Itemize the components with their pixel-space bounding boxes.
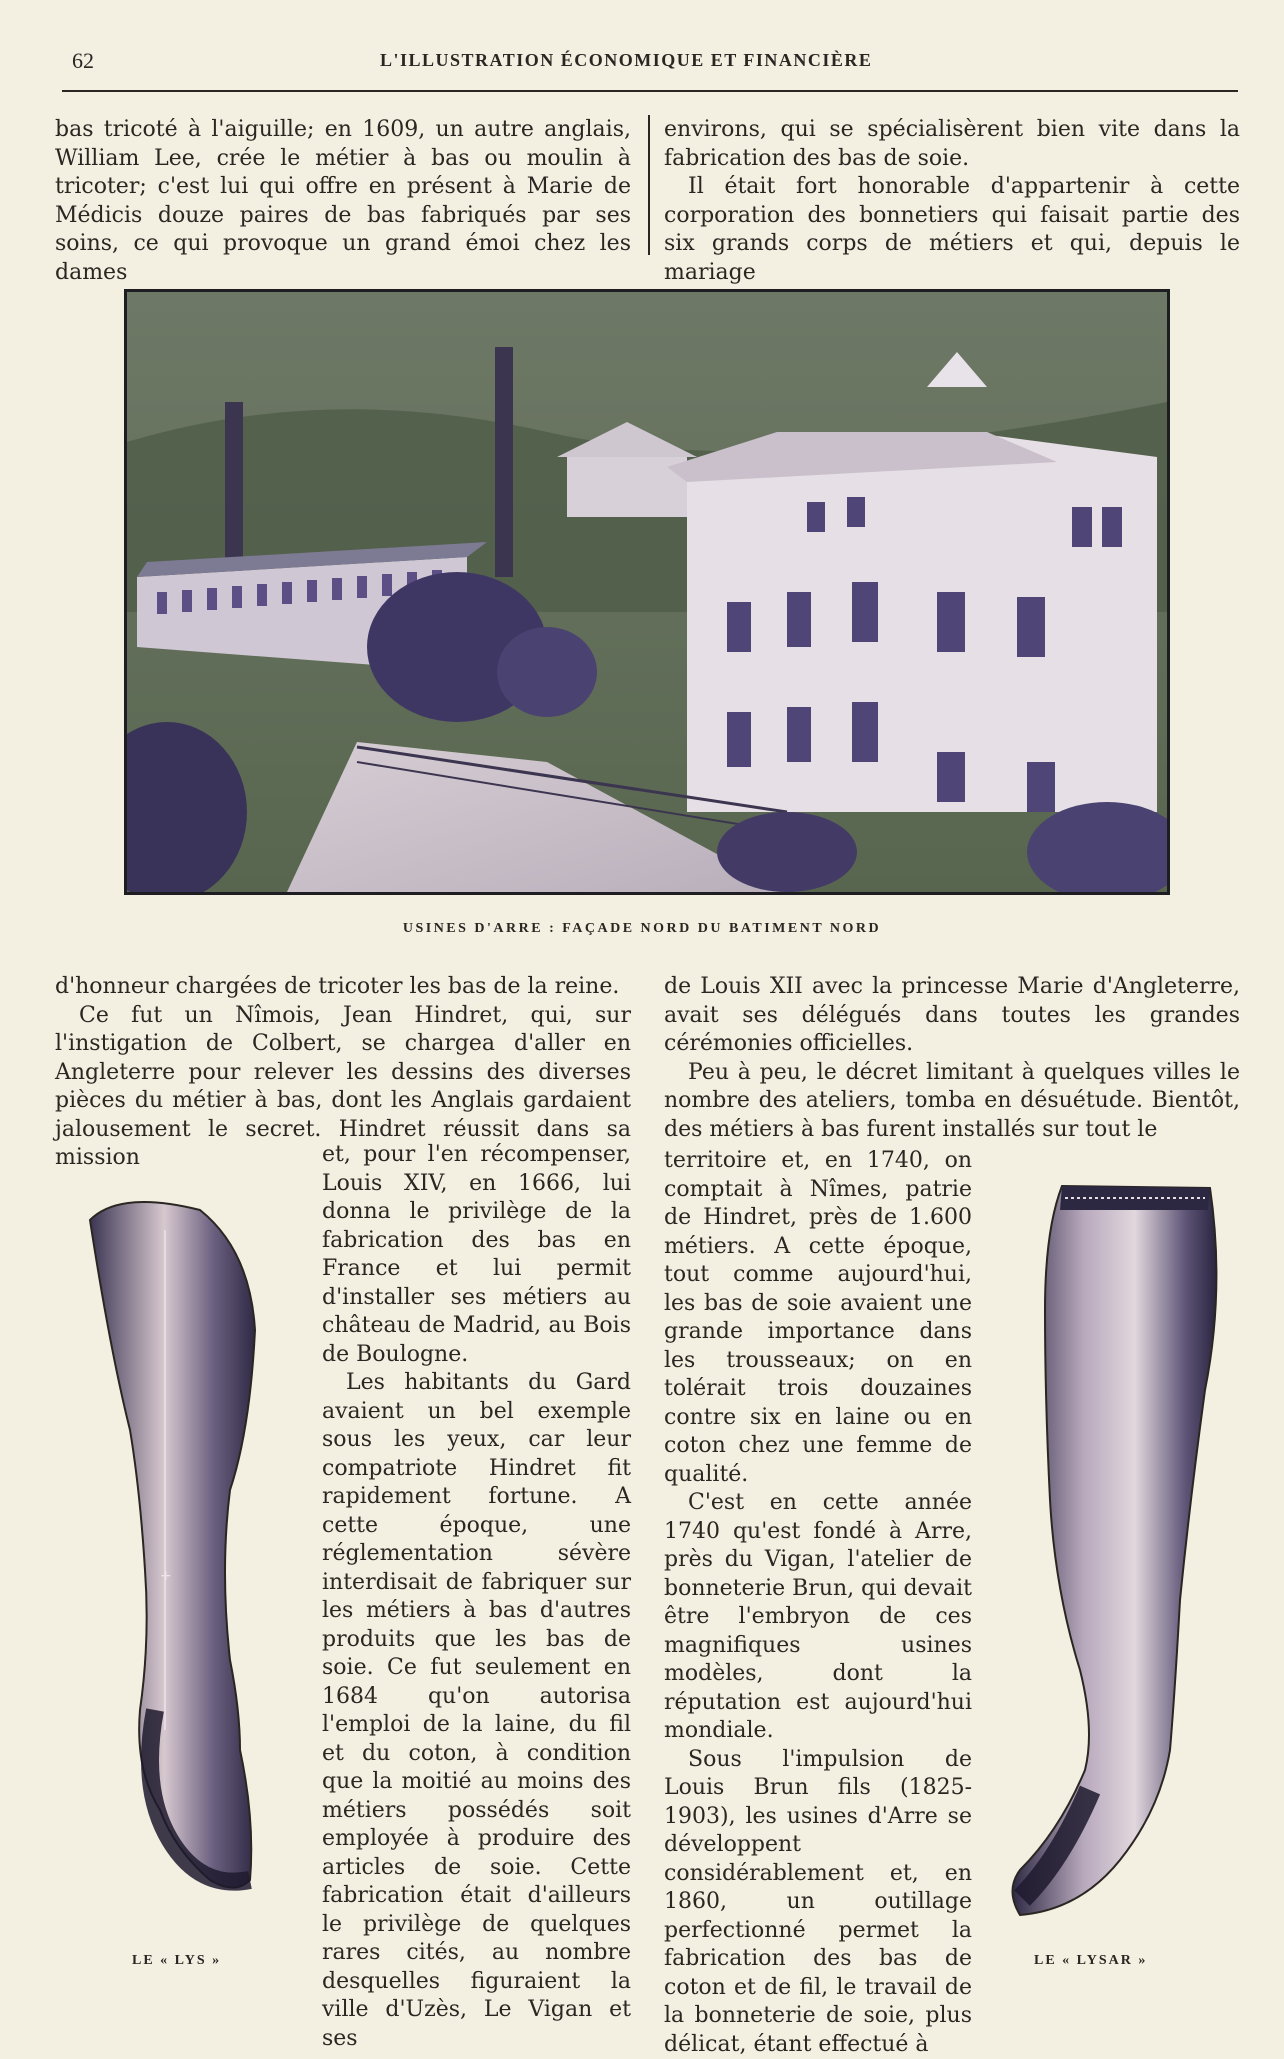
running-title: L'ILLUSTRATION ÉCONOMIQUE ET FINANCIÈRE — [380, 50, 872, 71]
top-left-column — [55, 116, 631, 287]
column-divider — [648, 115, 650, 255]
paragraph: environs, qui se spécialisèrent bien vite dans la fabrication des bas de soie. — [664, 116, 1240, 173]
mid-right-column — [664, 973, 1240, 1144]
svg-text:+: + — [160, 1568, 172, 1584]
photo-caption: USINES D'ARRE : FAÇADE NORD DU BATIMENT NORD — [0, 921, 1284, 937]
paragraph: Peu à peu, le décret limitant à quelques villes le nombre des ateliers, tomba en désuétude. Bientôt, des métiers à bas furent installés sur tout le — [664, 1059, 1240, 1145]
lysar-caption: LE « LYSAR » — [1034, 1953, 1147, 1969]
paragraph: Ce fut un Nîmois, Jean Hindret, qui, sur l'instigation de Colbert, se chargea d'aller en Angleterre pour relever les dessins des diverses pièces du métier à bas, dont les Anglais gardaient jalousement le secret. Hindret réussit dans sa mission — [55, 1002, 631, 1173]
paragraph: d'honneur chargées de tricoter les bas de la reine. — [55, 973, 631, 1002]
center-narrow-column — [322, 1141, 631, 2053]
page-number: 62 — [72, 48, 94, 74]
paragraph: Les habitants du Gard avaient un bel exemple sous les yeux, car leur compatriote Hindret fit rapidement fortune. A cette époque, une réglementation sévère interdisait de fabriquer sur les métiers à bas d'autres produits que les bas de soie. Ce fut seulement en 1684 qu'on autorisa l'emploi de la laine, du fil et du coton, à condition que la moitié au moins des métiers possédés soit employée à produire des articles de soie. Cette fabrication était d'ailleurs le privilège de quelques rares cités, au nombre desquelles figuraient la ville d'Uzès, Le Vigan et ses — [322, 1369, 631, 2053]
paragraph: de Louis XII avec la princesse Marie d'Angleterre, avait ses délégués dans toutes les grandes cérémonies officielles. — [664, 973, 1240, 1059]
top-right-column — [664, 116, 1240, 287]
paragraph: Il était fort honorable d'appartenir à cette corporation des bonnetiers qui faisait partie des six grands corps de métiers et qui, depuis le mariage — [664, 173, 1240, 287]
factory-illustration — [127, 292, 1167, 892]
lys-caption: LE « LYS » — [132, 1953, 221, 1969]
paragraph: territoire et, en 1740, on comptait à Nîmes, patrie de Hindret, près de 1.600 métiers. A cette époque, tout comme aujourd'hui, les bas de soie avaient une grande importance dans les trousseaux; on en tolérait trois douzaines contre six en laine ou en coton chez une femme de qualité. — [664, 1147, 972, 1489]
paragraph: Sous l'impulsion de Louis Brun fils (1825-1903), les usines d'Arre se développent considérablement et, en 1860, un outillage perfectionné permet la fabrication des bas de coton et de fil, le travail de la bonneterie de soie, plus délicat, étant effectué à — [664, 1746, 972, 2059]
paragraph: bas tricoté à l'aiguille; en 1609, un autre anglais, William Lee, crée le métier à bas ou moulin à tricoter; c'est lui qui offre en présent à Marie de Médicis douze paires de bas fabriqués par ses soins, ce qui provoque un grand émoi chez les dames — [55, 116, 631, 287]
lys-stocking-image — [80, 1190, 290, 1910]
factory-photograph — [124, 289, 1170, 895]
lysar-stocking-image — [1000, 1170, 1240, 1930]
header-rule — [62, 90, 1238, 92]
paragraph: C'est en cette année 1740 qu'est fondé à Arre, près du Vigan, l'atelier de bonneterie Brun, qui devait être l'embryon de ces magnifiques usines modèles, dont la réputation est aujourd'hui mondiale. — [664, 1489, 972, 1746]
right-narrow-column — [664, 1147, 972, 2059]
paragraph: et, pour l'en récompenser, Louis XIV, en 1666, lui donna le privilège de la fabrication des bas en France et lui permit d'installer ses métiers au château de Madrid, au Bois de Boulogne. — [322, 1141, 631, 1369]
